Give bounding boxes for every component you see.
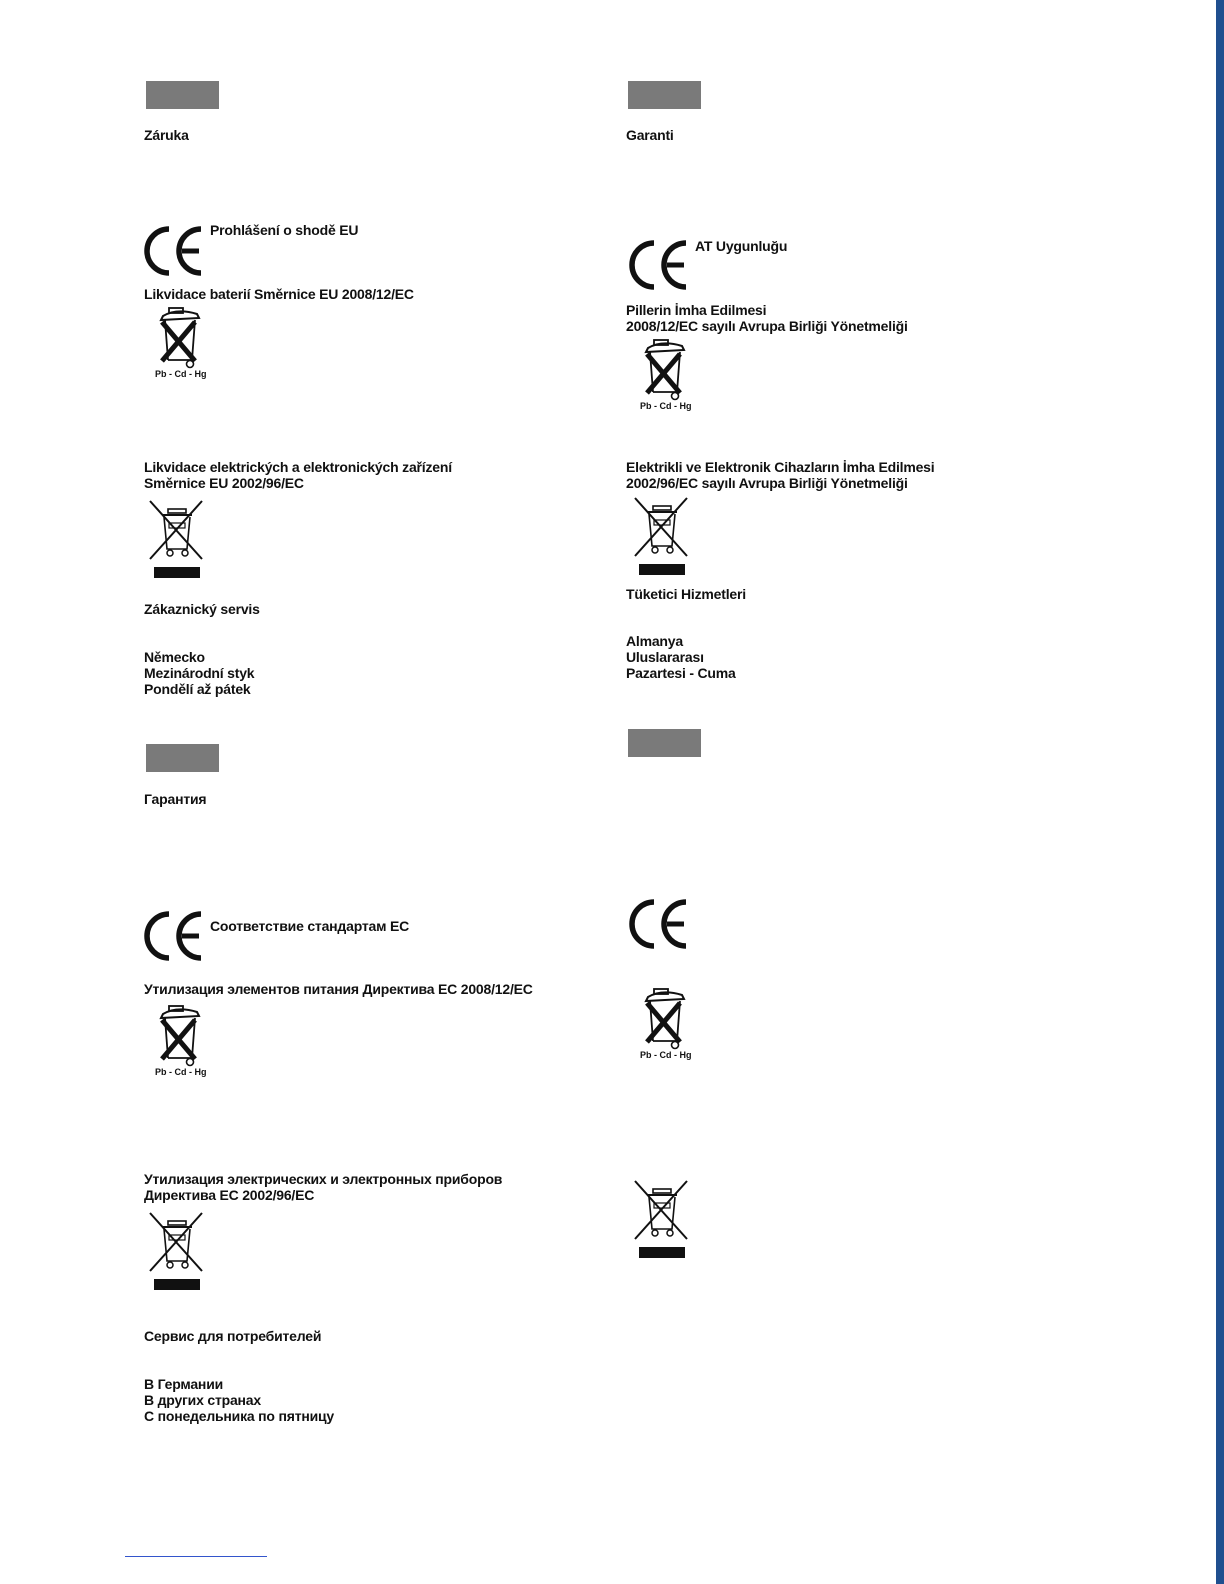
tr-service-heading: Tüketici Hizmetleri bbox=[626, 586, 746, 602]
ru-conformity-heading: Соответствие стандартам ЕС bbox=[210, 918, 410, 934]
cs-warranty-heading: Záruka bbox=[144, 127, 189, 143]
tr-hours: Pazartesi - Cuma bbox=[626, 665, 736, 681]
weee-bin-icon bbox=[631, 494, 691, 578]
cs-international: Mezinárodní styk bbox=[144, 665, 255, 681]
tr-international: Uluslararası bbox=[626, 649, 704, 665]
cs-germany: Německo bbox=[144, 649, 205, 665]
battery-bin-icon bbox=[632, 987, 692, 1055]
tr-battery-label: Pb - Cd - Hg bbox=[640, 401, 692, 411]
tr-weee-heading-line1: Elektrikli ve Elektronik Cihazların İmha Edilmesi bbox=[626, 459, 935, 475]
tr-germany: Almanya bbox=[626, 633, 683, 649]
language-tab-cs bbox=[146, 81, 219, 109]
ru-warranty-heading: Гарантия bbox=[144, 791, 207, 807]
ru-battery-label: Pb - Cd - Hg bbox=[155, 1067, 207, 1077]
battery-bin-icon bbox=[147, 1004, 207, 1072]
ce-mark-icon bbox=[629, 899, 691, 949]
cs-battery-heading: Likvidace baterií Směrnice EU 2008/12/EC bbox=[144, 286, 414, 302]
language-tab-tr bbox=[628, 81, 701, 109]
ru-weee-heading-line1: Утилизация электрических и электронных приборов bbox=[144, 1171, 503, 1187]
cs-battery-label: Pb - Cd - Hg bbox=[155, 369, 207, 379]
page-edge-bar bbox=[1216, 0, 1224, 1584]
ce-mark-icon bbox=[629, 240, 691, 290]
battery-bin-icon bbox=[147, 306, 207, 374]
tr-warranty-heading: Garanti bbox=[626, 127, 674, 143]
blank-battery-label: Pb - Cd - Hg bbox=[640, 1050, 692, 1060]
cs-service-heading: Zákaznický servis bbox=[144, 601, 260, 617]
tr-battery-heading-line1: Pillerin İmha Edilmesi bbox=[626, 302, 767, 318]
ce-mark-icon bbox=[144, 226, 206, 276]
language-tab-blank bbox=[628, 729, 701, 757]
ce-mark-icon bbox=[144, 911, 206, 961]
cs-weee-heading-line1: Likvidace elektrických a elektronických zařízení bbox=[144, 459, 452, 475]
weee-bin-icon bbox=[146, 1209, 206, 1293]
ru-service-heading: Сервис для потребителей bbox=[144, 1328, 322, 1344]
weee-bin-icon bbox=[631, 1177, 691, 1261]
tr-battery-heading-line2: 2008/12/EC sayılı Avrupa Birliği Yönetmeliği bbox=[626, 318, 908, 334]
ru-germany: В Германии bbox=[144, 1376, 224, 1392]
footer-rule bbox=[125, 1556, 267, 1557]
cs-conformity-heading: Prohlášení o shodě EU bbox=[210, 222, 359, 238]
battery-bin-icon bbox=[632, 338, 692, 406]
tr-weee-heading-line2: 2002/96/EC sayılı Avrupa Birliği Yönetmeliği bbox=[626, 475, 908, 491]
ru-international: В других странах bbox=[144, 1392, 261, 1408]
cs-hours: Pondělí až pátek bbox=[144, 681, 251, 697]
ru-battery-heading: Утилизация элементов питания Директива ЕС 2008/12/EC bbox=[144, 981, 533, 997]
ru-hours: С понедельника по пятницу bbox=[144, 1408, 335, 1424]
language-tab-ru bbox=[146, 744, 219, 772]
cs-weee-heading-line2: Směrnice EU 2002/96/EC bbox=[144, 475, 304, 491]
tr-conformity-heading: AT Uygunluğu bbox=[695, 238, 788, 254]
ru-weee-heading-line2: Директива ЕС 2002/96/EC bbox=[144, 1187, 315, 1203]
weee-bin-icon bbox=[146, 497, 206, 581]
